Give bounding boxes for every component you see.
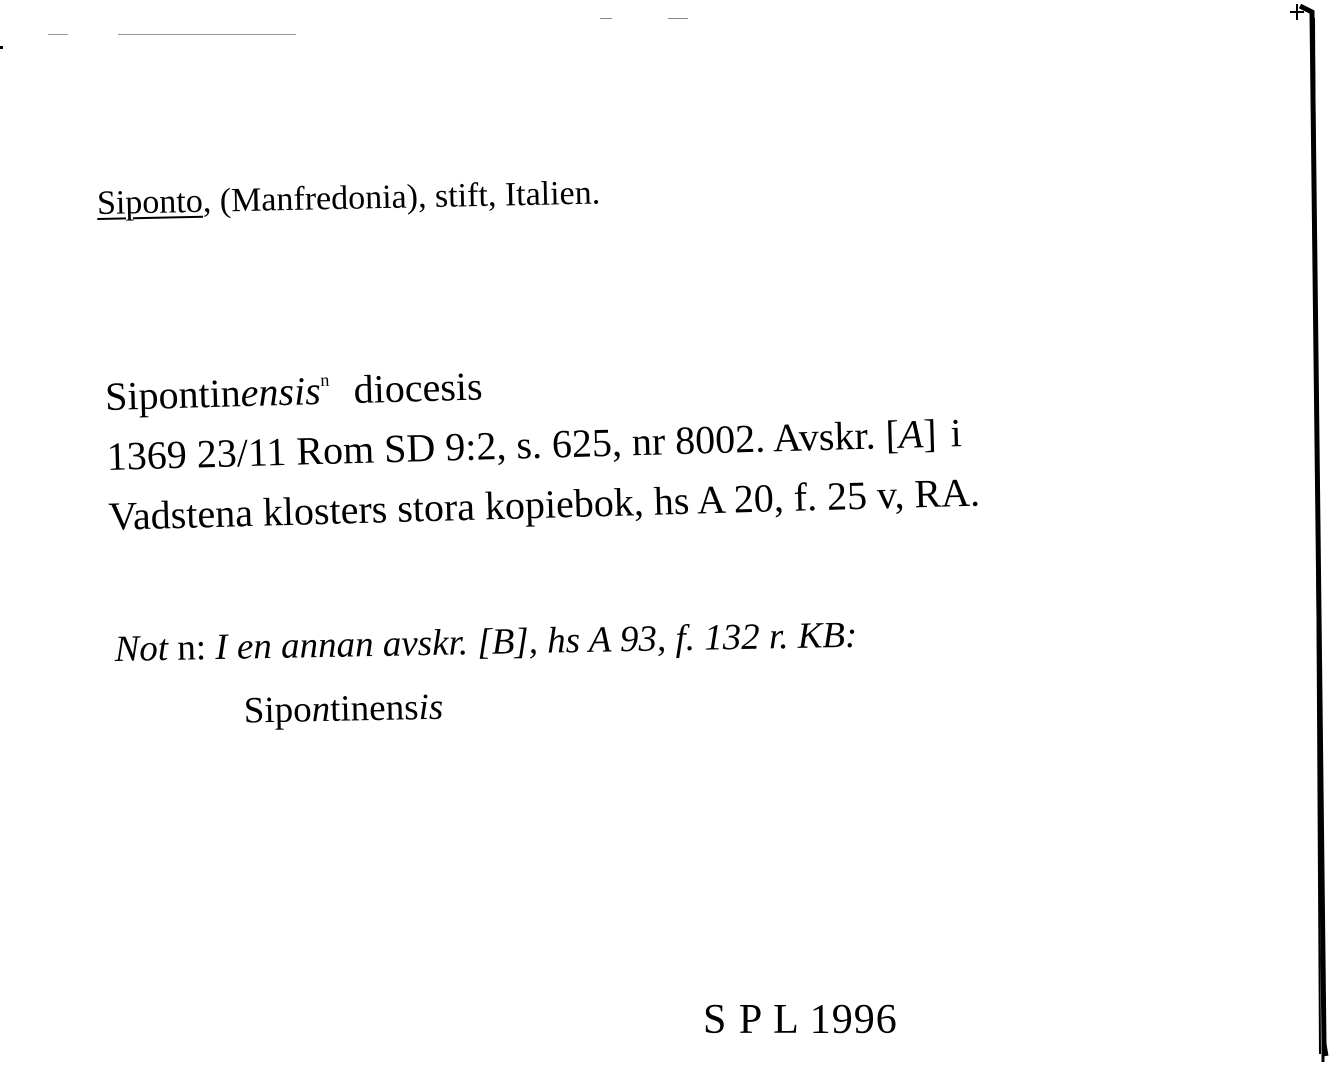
- form-italic: ensis: [240, 367, 322, 416]
- note-block: [114, 604, 859, 746]
- page-title: [97, 174, 601, 223]
- scan-dash: [600, 18, 612, 19]
- scan-mark: [0, 46, 3, 49]
- entry-archive-line: Vadstena klosters stora kopiebok, hs A 20, f. 25 v, RA.: [107, 469, 981, 539]
- place-name: Siponto: [96, 182, 204, 222]
- source-siglum: A: [898, 411, 924, 457]
- source-bracket: ]: [922, 410, 938, 457]
- variant-part: Sipo: [243, 689, 313, 732]
- variant-part: is: [418, 686, 444, 729]
- note-label-suffix: n:: [167, 627, 216, 669]
- variant-part: tine: [329, 687, 387, 730]
- scan-dash: [48, 34, 68, 35]
- form-roman: Sipontin: [104, 370, 242, 419]
- place-description: , (Manfredonia), stift, Italien.: [202, 174, 601, 220]
- source-text: 1369 23/11 Rom SD 9:2, s. 625, nr 8002. Avskr. [: [106, 411, 900, 479]
- signature: S P L 1996: [703, 997, 898, 1043]
- form-suffix: diocesis: [352, 363, 484, 413]
- entry-block: [104, 332, 981, 547]
- variant-part: s: [403, 687, 419, 729]
- variant-part: n: [311, 688, 331, 731]
- scan-dash: [118, 34, 296, 35]
- page-edge: [1290, 4, 1332, 1062]
- scan-dash: [668, 18, 688, 19]
- note-mark: n: [320, 369, 330, 390]
- variant-part: n: [385, 687, 405, 729]
- source-text: i: [949, 410, 963, 456]
- note-label: Not: [114, 627, 169, 670]
- note-text: I en annan avskr. [B], hs A 93, f. 132 r. KB:: [214, 614, 858, 669]
